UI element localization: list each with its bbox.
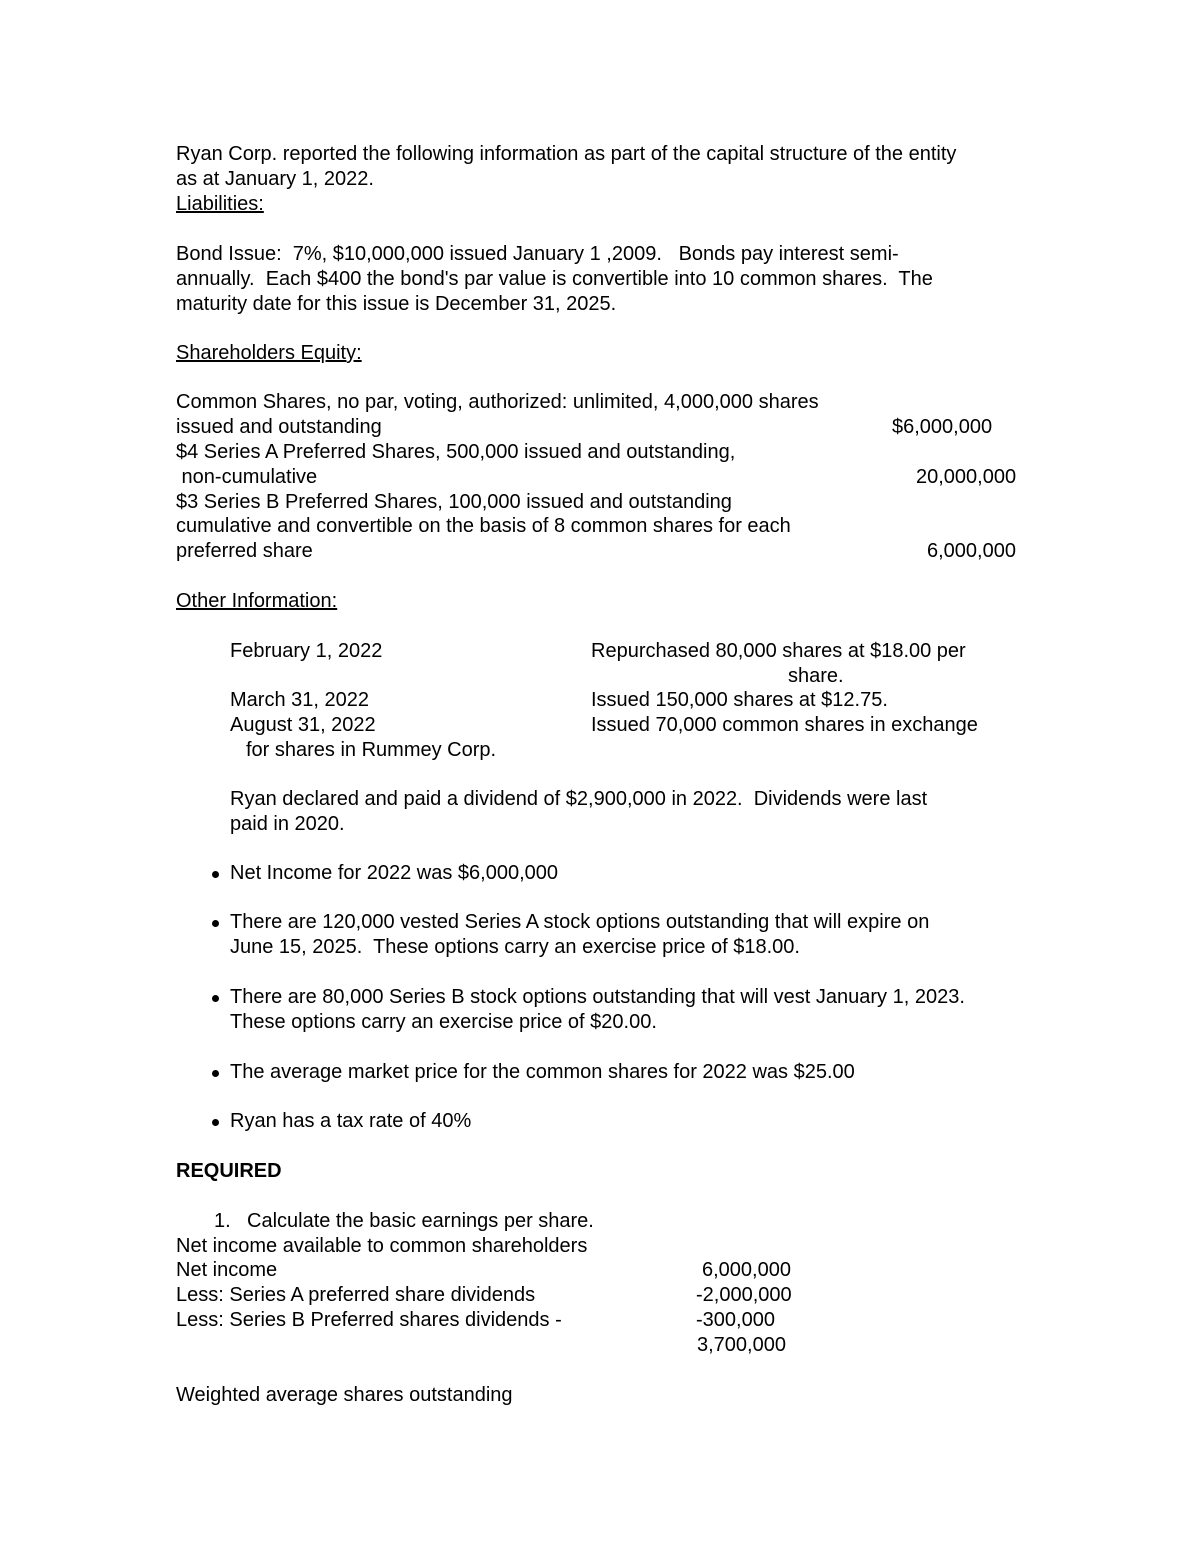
bullet-icon — [212, 871, 219, 878]
event-date: March 31, 2022 — [230, 689, 369, 711]
calc-row-value: -2,000,000 — [696, 1284, 792, 1306]
liabilities-heading: Liabilities: — [176, 193, 264, 215]
series-b-line: $3 Series B Preferred Shares, 100,000 issued and outstanding — [176, 491, 732, 513]
calc-subheading: Net income available to common shareholders — [176, 1235, 588, 1257]
dividend-line: Ryan declared and paid a dividend of $2,900,000 in 2022. Dividends were last — [230, 788, 928, 810]
series-a-line: $4 Series A Preferred Shares, 500,000 issued and outstanding, — [176, 441, 736, 463]
required-heading: REQUIRED — [176, 1160, 282, 1182]
bullet-icon — [212, 995, 219, 1002]
bullet-text: There are 120,000 vested Series A stock options outstanding that will expire on — [230, 911, 930, 933]
other-info-heading: Other Information: — [176, 590, 338, 612]
required-item-text: Calculate the basic earnings per share. — [247, 1210, 594, 1232]
common-shares-amount: $6,000,000 — [892, 416, 993, 438]
equity-heading: Shareholders Equity: — [176, 342, 362, 364]
common-shares-line: issued and outstanding — [176, 416, 382, 438]
bullet-text: There are 80,000 Series B stock options outstanding that will vest January 1, 2023. — [230, 986, 965, 1008]
series-a-line: non-cumulative — [176, 466, 318, 488]
bullet-icon — [212, 1119, 219, 1126]
bond-issue-line: annually. Each $400 the bond's par value is convertible into 10 common shares. The — [176, 268, 933, 290]
bullet-icon — [212, 920, 219, 927]
intro-line: as at January 1, 2022. — [176, 168, 374, 190]
series-b-amount: 6,000,000 — [927, 540, 1016, 562]
calc-row-label: Less: Series A preferred share dividends — [176, 1284, 536, 1306]
calc-row-label: Less: Series B Preferred shares dividends - — [176, 1309, 562, 1331]
bullet-text: June 15, 2025. These options carry an exercise price of $18.00. — [230, 936, 800, 958]
event-date: February 1, 2022 — [230, 640, 383, 662]
common-shares-line: Common Shares, no par, voting, authorized: unlimited, 4,000,000 shares — [176, 391, 819, 413]
series-b-line: cumulative and convertible on the basis of 8 common shares for each — [176, 515, 791, 537]
event-description: Issued 70,000 common shares in exchange — [591, 714, 978, 736]
bullet-text: Ryan has a tax rate of 40% — [230, 1110, 472, 1132]
event-description-cont: for shares in Rummey Corp. — [246, 739, 497, 761]
required-item-number: 1. — [214, 1210, 231, 1232]
calc-row-value: 3,700,000 — [697, 1334, 786, 1356]
bullet-text: The average market price for the common shares for 2022 was $25.00 — [230, 1061, 855, 1083]
calc-row-value: 6,000,000 — [702, 1259, 791, 1281]
bond-issue-line: maturity date for this issue is December 31, 2025. — [176, 293, 617, 315]
event-description: Repurchased 80,000 shares at $18.00 per — [591, 640, 966, 662]
bullet-text: These options carry an exercise price of $20.00. — [230, 1011, 657, 1033]
dividend-line: paid in 2020. — [230, 813, 345, 835]
bond-issue-line: Bond Issue: 7%, $10,000,000 issued January 1 ,2009. Bonds pay interest semi- — [176, 243, 899, 265]
event-description-cont: share. — [788, 665, 844, 687]
bullet-text: Net Income for 2022 was $6,000,000 — [230, 862, 558, 884]
weighted-average-heading: Weighted average shares outstanding — [176, 1384, 513, 1406]
event-date: August 31, 2022 — [230, 714, 376, 736]
intro-line: Ryan Corp. reported the following information as part of the capital structure of the entity — [176, 143, 957, 165]
series-b-line: preferred share — [176, 540, 313, 562]
calc-row-label: Net income — [176, 1259, 278, 1281]
bullet-icon — [212, 1070, 219, 1077]
event-description: Issued 150,000 shares at $12.75. — [591, 689, 888, 711]
series-a-amount: 20,000,000 — [916, 466, 1017, 488]
calc-row-value: -300,000 — [696, 1309, 775, 1331]
